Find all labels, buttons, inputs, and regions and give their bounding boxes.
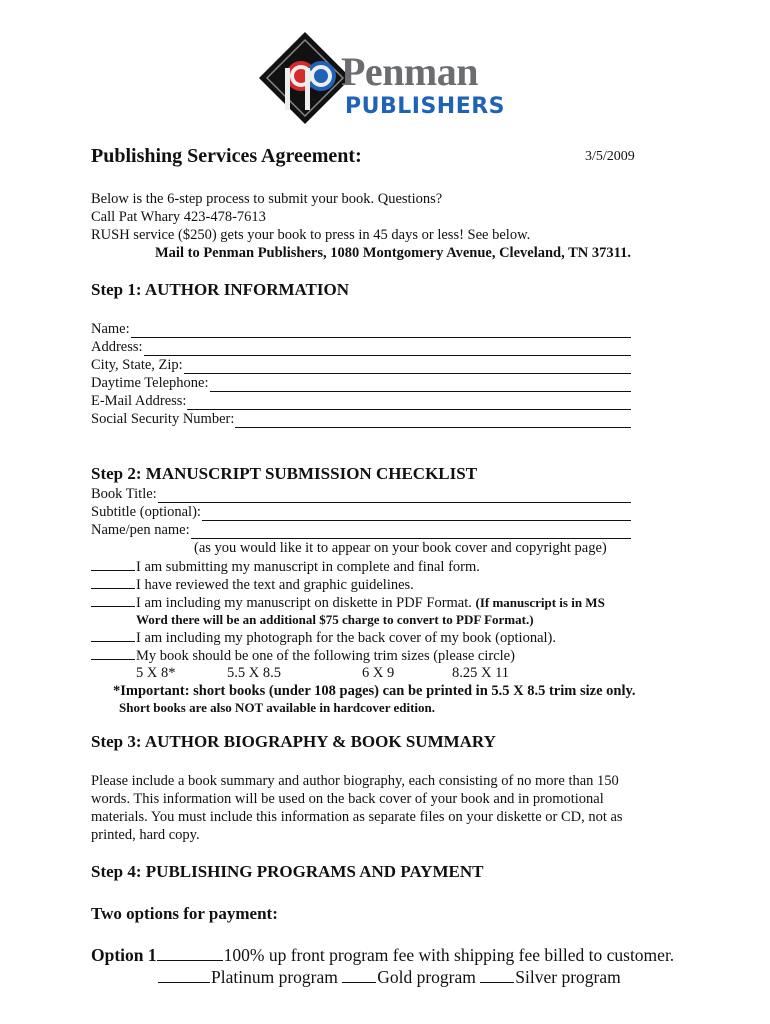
check-blank[interactable] xyxy=(91,646,135,660)
checklist-item[interactable] xyxy=(91,593,605,612)
option1-text: 100% up front program fee with shipping fee billed to customer. xyxy=(223,945,675,965)
ssn-field[interactable] xyxy=(91,410,631,428)
step3-heading: Step 3: AUTHOR BIOGRAPHY & BOOK SUMMARY xyxy=(91,732,496,751)
pen-name-note: (as you would like it to appear on your book cover and copyright page) xyxy=(194,540,607,556)
step2-heading: Step 2: MANUSCRIPT SUBMISSION CHECKLIST xyxy=(91,464,478,483)
intro-line: Below is the 6-step process to submit your book. Questions? xyxy=(91,191,443,207)
step1-heading: Step 1: AUTHOR INFORMATION xyxy=(91,280,349,299)
step3-text-line: materials. You must include this information as separate files on your diskette or CD, not as xyxy=(91,809,623,825)
field-label: City, State, Zip: xyxy=(91,357,183,373)
check-blank[interactable] xyxy=(91,628,135,642)
checklist-item[interactable] xyxy=(91,575,414,594)
mail-address: Mail to Penman Publishers, 1080 Montgomery Avenue, Cleveland, TN 37311. xyxy=(155,245,631,261)
gold-program-label: Gold program xyxy=(377,967,481,987)
field-label: Social Security Number: xyxy=(91,411,235,427)
silver-program-label: Silver program xyxy=(515,967,621,987)
silver-blank[interactable] xyxy=(480,966,514,983)
checklist-item-text: I am including my manuscript on diskette in PDF Format. xyxy=(136,595,476,611)
checklist-item[interactable] xyxy=(91,557,480,576)
hardcover-note: Short books are also NOT available in hardcover edition. xyxy=(119,700,436,715)
intro-phone: Call Pat Whary 423-478-7613 xyxy=(91,209,266,225)
city-state-zip-field[interactable] xyxy=(91,356,631,374)
option1-label: Option 1 xyxy=(91,945,157,965)
gold-blank[interactable] xyxy=(342,966,376,983)
ms-word-note: (If manuscript is in MS xyxy=(475,595,605,610)
field-label: Subtitle (optional): xyxy=(91,504,201,520)
option1-blank[interactable] xyxy=(157,944,223,961)
penman-publishers-logo xyxy=(255,28,515,138)
step4-heading: Step 4: PUBLISHING PROGRAMS AND PAYMENT xyxy=(91,862,484,881)
checklist-item-text: My book should be one of the following trim sizes (please circle) xyxy=(136,648,515,664)
field-label: Name/pen name: xyxy=(91,522,190,538)
field-label: E-Mail Address: xyxy=(91,393,187,409)
step3-text-line: Please include a book summary and author biography, each consisting of no more than 150 xyxy=(91,773,619,789)
name-field[interactable] xyxy=(91,320,631,338)
logo-brand-text: Penman xyxy=(341,49,478,94)
platinum-blank[interactable] xyxy=(158,966,210,983)
step3-text-line: words. This information will be used on the back cover of your book and in promotional xyxy=(91,791,604,807)
check-blank[interactable] xyxy=(91,593,135,607)
checklist-item-text: I have reviewed the text and graphic guidelines. xyxy=(136,577,414,593)
document-title: Publishing Services Agreement: xyxy=(91,145,362,167)
program-options-line[interactable] xyxy=(158,966,621,988)
platinum-program-label: Platinum program xyxy=(211,967,343,987)
check-blank[interactable] xyxy=(91,575,135,589)
address-field[interactable] xyxy=(91,338,631,356)
trim-size-option[interactable]: 5 X 8* xyxy=(136,665,176,681)
checklist-item[interactable] xyxy=(91,646,515,665)
step3-text-line: printed, hard copy. xyxy=(91,827,200,843)
intro-rush: RUSH service ($250) gets your book to press in 45 days or less! See below. xyxy=(91,227,531,243)
trim-size-option[interactable]: 5.5 X 8.5 xyxy=(227,665,281,681)
document-date: 3/5/2009 xyxy=(585,149,635,164)
field-label: Book Title: xyxy=(91,486,157,502)
book-title-field[interactable] xyxy=(91,485,631,503)
ms-word-charge-note: Word there will be an additional $75 charge to convert to PDF Format.) xyxy=(136,612,534,627)
payment-options-heading: Two options for payment: xyxy=(91,904,278,923)
checklist-item-text: I am including my photograph for the back cover of my book (optional). xyxy=(136,630,556,646)
logo-sub-text: PUBLISHERS xyxy=(345,94,506,119)
checklist-item-text: I am submitting my manuscript in complete and final form. xyxy=(136,559,480,575)
pen-name-field[interactable] xyxy=(91,521,631,539)
trim-size-option[interactable]: 8.25 X 11 xyxy=(452,665,510,681)
field-label: Address: xyxy=(91,339,143,355)
subtitle-field[interactable] xyxy=(91,503,631,521)
option1-line[interactable] xyxy=(91,944,674,966)
email-field[interactable] xyxy=(91,392,631,410)
important-note: *Important: short books (under 108 pages) can be printed in 5.5 X 8.5 trim size only. xyxy=(113,683,636,699)
field-label: Name: xyxy=(91,321,130,337)
checklist-item[interactable] xyxy=(91,628,556,647)
trim-size-option[interactable]: 6 X 9 xyxy=(362,665,395,681)
daytime-telephone-field[interactable] xyxy=(91,374,631,392)
check-blank[interactable] xyxy=(91,557,135,571)
field-label: Daytime Telephone: xyxy=(91,375,209,391)
